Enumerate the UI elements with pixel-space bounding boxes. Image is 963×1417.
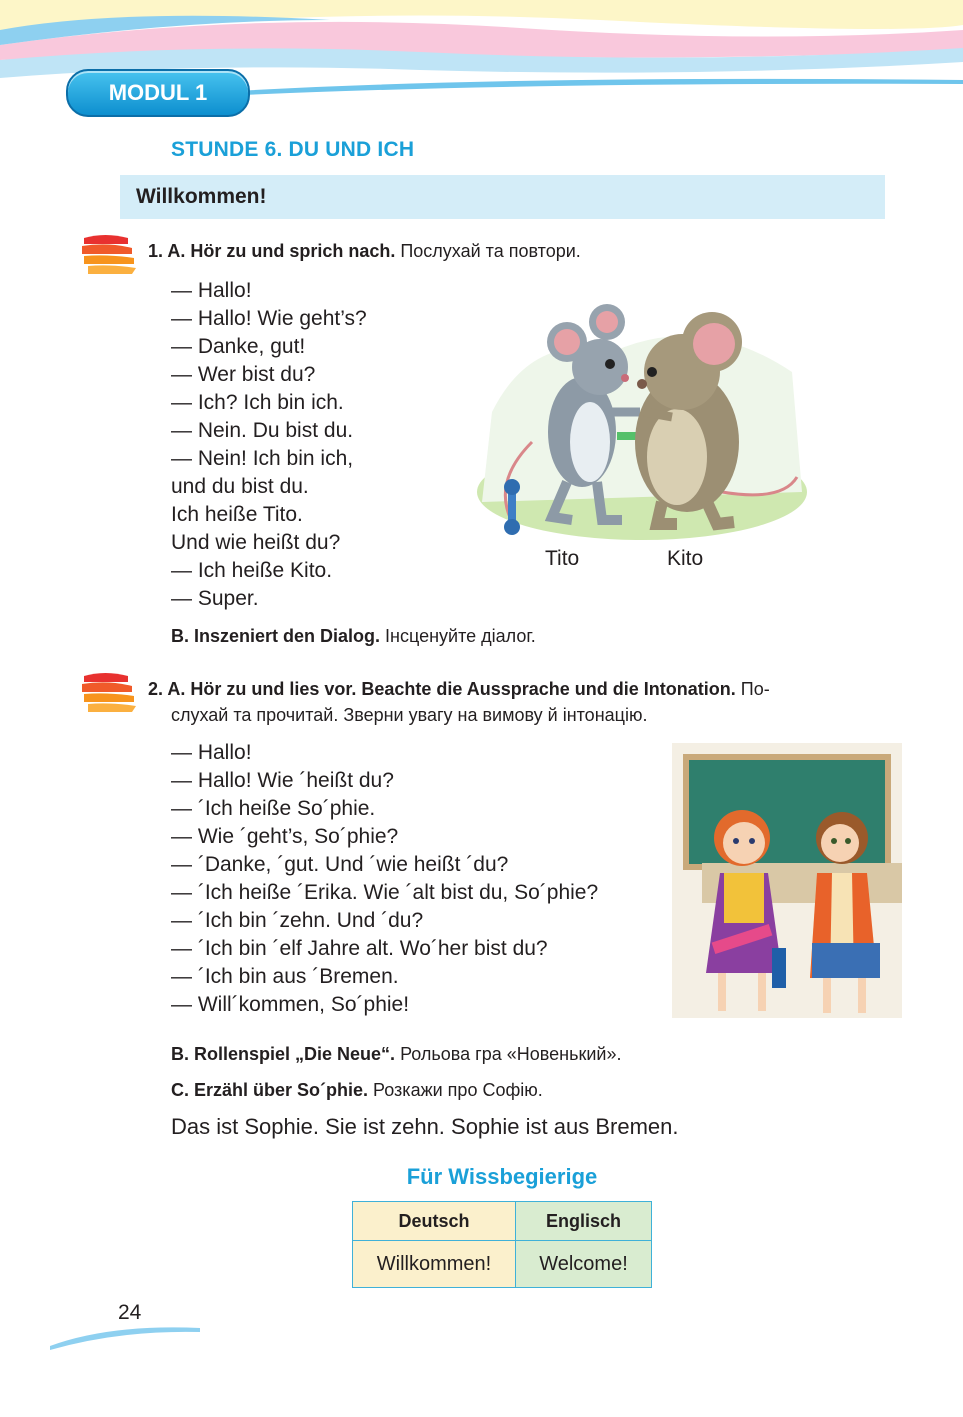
- ex2-dialog: [171, 739, 598, 1019]
- ex2-instruction-line2: слухай та прочитай. Зверни увагу на вимову й інтонацію.: [171, 705, 648, 725]
- example-sentence: Das ist Sophie. Sie ist zehn. Sophie ist aus Bremen.: [171, 1114, 679, 1139]
- table-cell-deutsch: Willkommen!: [353, 1241, 516, 1288]
- dialog-line: — Will´kommen, So´phie!: [171, 993, 410, 1016]
- dialog-line: — Ich heiße Kito.: [171, 559, 333, 582]
- ex1-part-b-bold: B. Inszeniert den Dialog.: [171, 626, 381, 646]
- table-header-deutsch: Deutsch: [353, 1202, 516, 1241]
- girls-classroom-illustration: [672, 743, 902, 1018]
- dialog-line: — ´Ich heiße ´Erika. Wie ´alt bist du, So´phie?: [171, 881, 599, 904]
- table-header-row: [353, 1202, 652, 1241]
- dialog-line: Und wie heißt du?: [171, 531, 341, 554]
- ex1-dialog: [171, 277, 367, 613]
- dialog-line: und du bist du.: [171, 475, 309, 498]
- table-row: [353, 1241, 652, 1288]
- dialog-line: — ´Ich bin ´elf Jahre alt. Wo´her bist du?: [171, 937, 548, 960]
- dialog-line: — ´Danke, ´gut. Und ´wie heißt ´du?: [171, 853, 509, 876]
- listen-hand-icon: [80, 232, 138, 276]
- lesson-title: STUNDE 6. DU UND ICH: [171, 138, 415, 161]
- ex2-part-b-bold: B. Rollenspiel „Die Neue“.: [171, 1044, 396, 1064]
- dialog-line: — Hallo! Wie geht’s?: [171, 307, 367, 330]
- ex1-part-b: [171, 623, 536, 649]
- dialog-line: — Super.: [171, 587, 259, 610]
- dialog-line: — Nein! Ich bin ich,: [171, 447, 354, 470]
- dialog-line: — Hallo!: [171, 279, 252, 302]
- ex1-instruction-bold: 1. A. Hör zu und sprich nach.: [148, 241, 396, 261]
- ex1-instruction: [148, 238, 581, 264]
- wissbegierige-title: Für Wissbegierige: [406, 1164, 598, 1189]
- dialog-line: — Hallo!: [171, 741, 252, 764]
- dialog-line: — ´Ich bin aus ´Bremen.: [171, 965, 399, 988]
- ex2-instruction-translation-start: По-: [735, 679, 770, 699]
- dialog-line: — ´Ich heiße So´phie.: [171, 797, 376, 820]
- dialog-line: — Wie ´geht’s, So´phie?: [171, 825, 399, 848]
- section-banner: [120, 175, 885, 219]
- ex2-part-b: [171, 1041, 621, 1067]
- ex2-part-b-translation: Рольова гра «Новенький».: [395, 1044, 622, 1064]
- footer-wave-decoration: [50, 1320, 210, 1350]
- module-label: MODUL 1: [108, 80, 208, 105]
- ex2-part-c-translation: Розкажи про Софію.: [368, 1080, 543, 1100]
- ex2-part-c: [171, 1077, 543, 1103]
- ex2-instruction: [148, 676, 770, 702]
- dialog-line: — Nein. Du bist du.: [171, 419, 354, 442]
- dialog-line: — Ich? Ich bin ich.: [171, 391, 344, 414]
- caption-kito: Kito: [667, 547, 704, 570]
- ex2-part-c-bold: C. Erzähl über So´phie.: [171, 1080, 369, 1100]
- banner-title: Willkommen!: [136, 185, 267, 208]
- mice-illustration: [472, 292, 810, 540]
- vocab-table: [352, 1201, 652, 1288]
- table-cell-englisch: Welcome!: [516, 1241, 652, 1288]
- module-badge: [66, 69, 250, 117]
- table-header-englisch: Englisch: [516, 1202, 652, 1241]
- ex1-instruction-translation: Послухай та повтори.: [395, 241, 581, 261]
- listen-hand-icon: [80, 670, 138, 714]
- page-number: 24: [118, 1301, 142, 1324]
- dialog-line: — Hallo! Wie ´heißt du?: [171, 769, 394, 792]
- dialog-line: — Wer bist du?: [171, 363, 316, 386]
- ex1-part-b-translation: Інсценуйте діалог.: [380, 626, 536, 646]
- dialog-line: — ´Ich bin ´zehn. Und ´du?: [171, 909, 424, 932]
- ex2-instruction-bold: 2. A. Hör zu und lies vor. Beachte die Aussprache und die Intonation.: [148, 679, 736, 699]
- dialog-line: Ich heiße Tito.: [171, 503, 303, 526]
- caption-tito: Tito: [545, 547, 580, 570]
- dialog-line: — Danke, gut!: [171, 335, 306, 358]
